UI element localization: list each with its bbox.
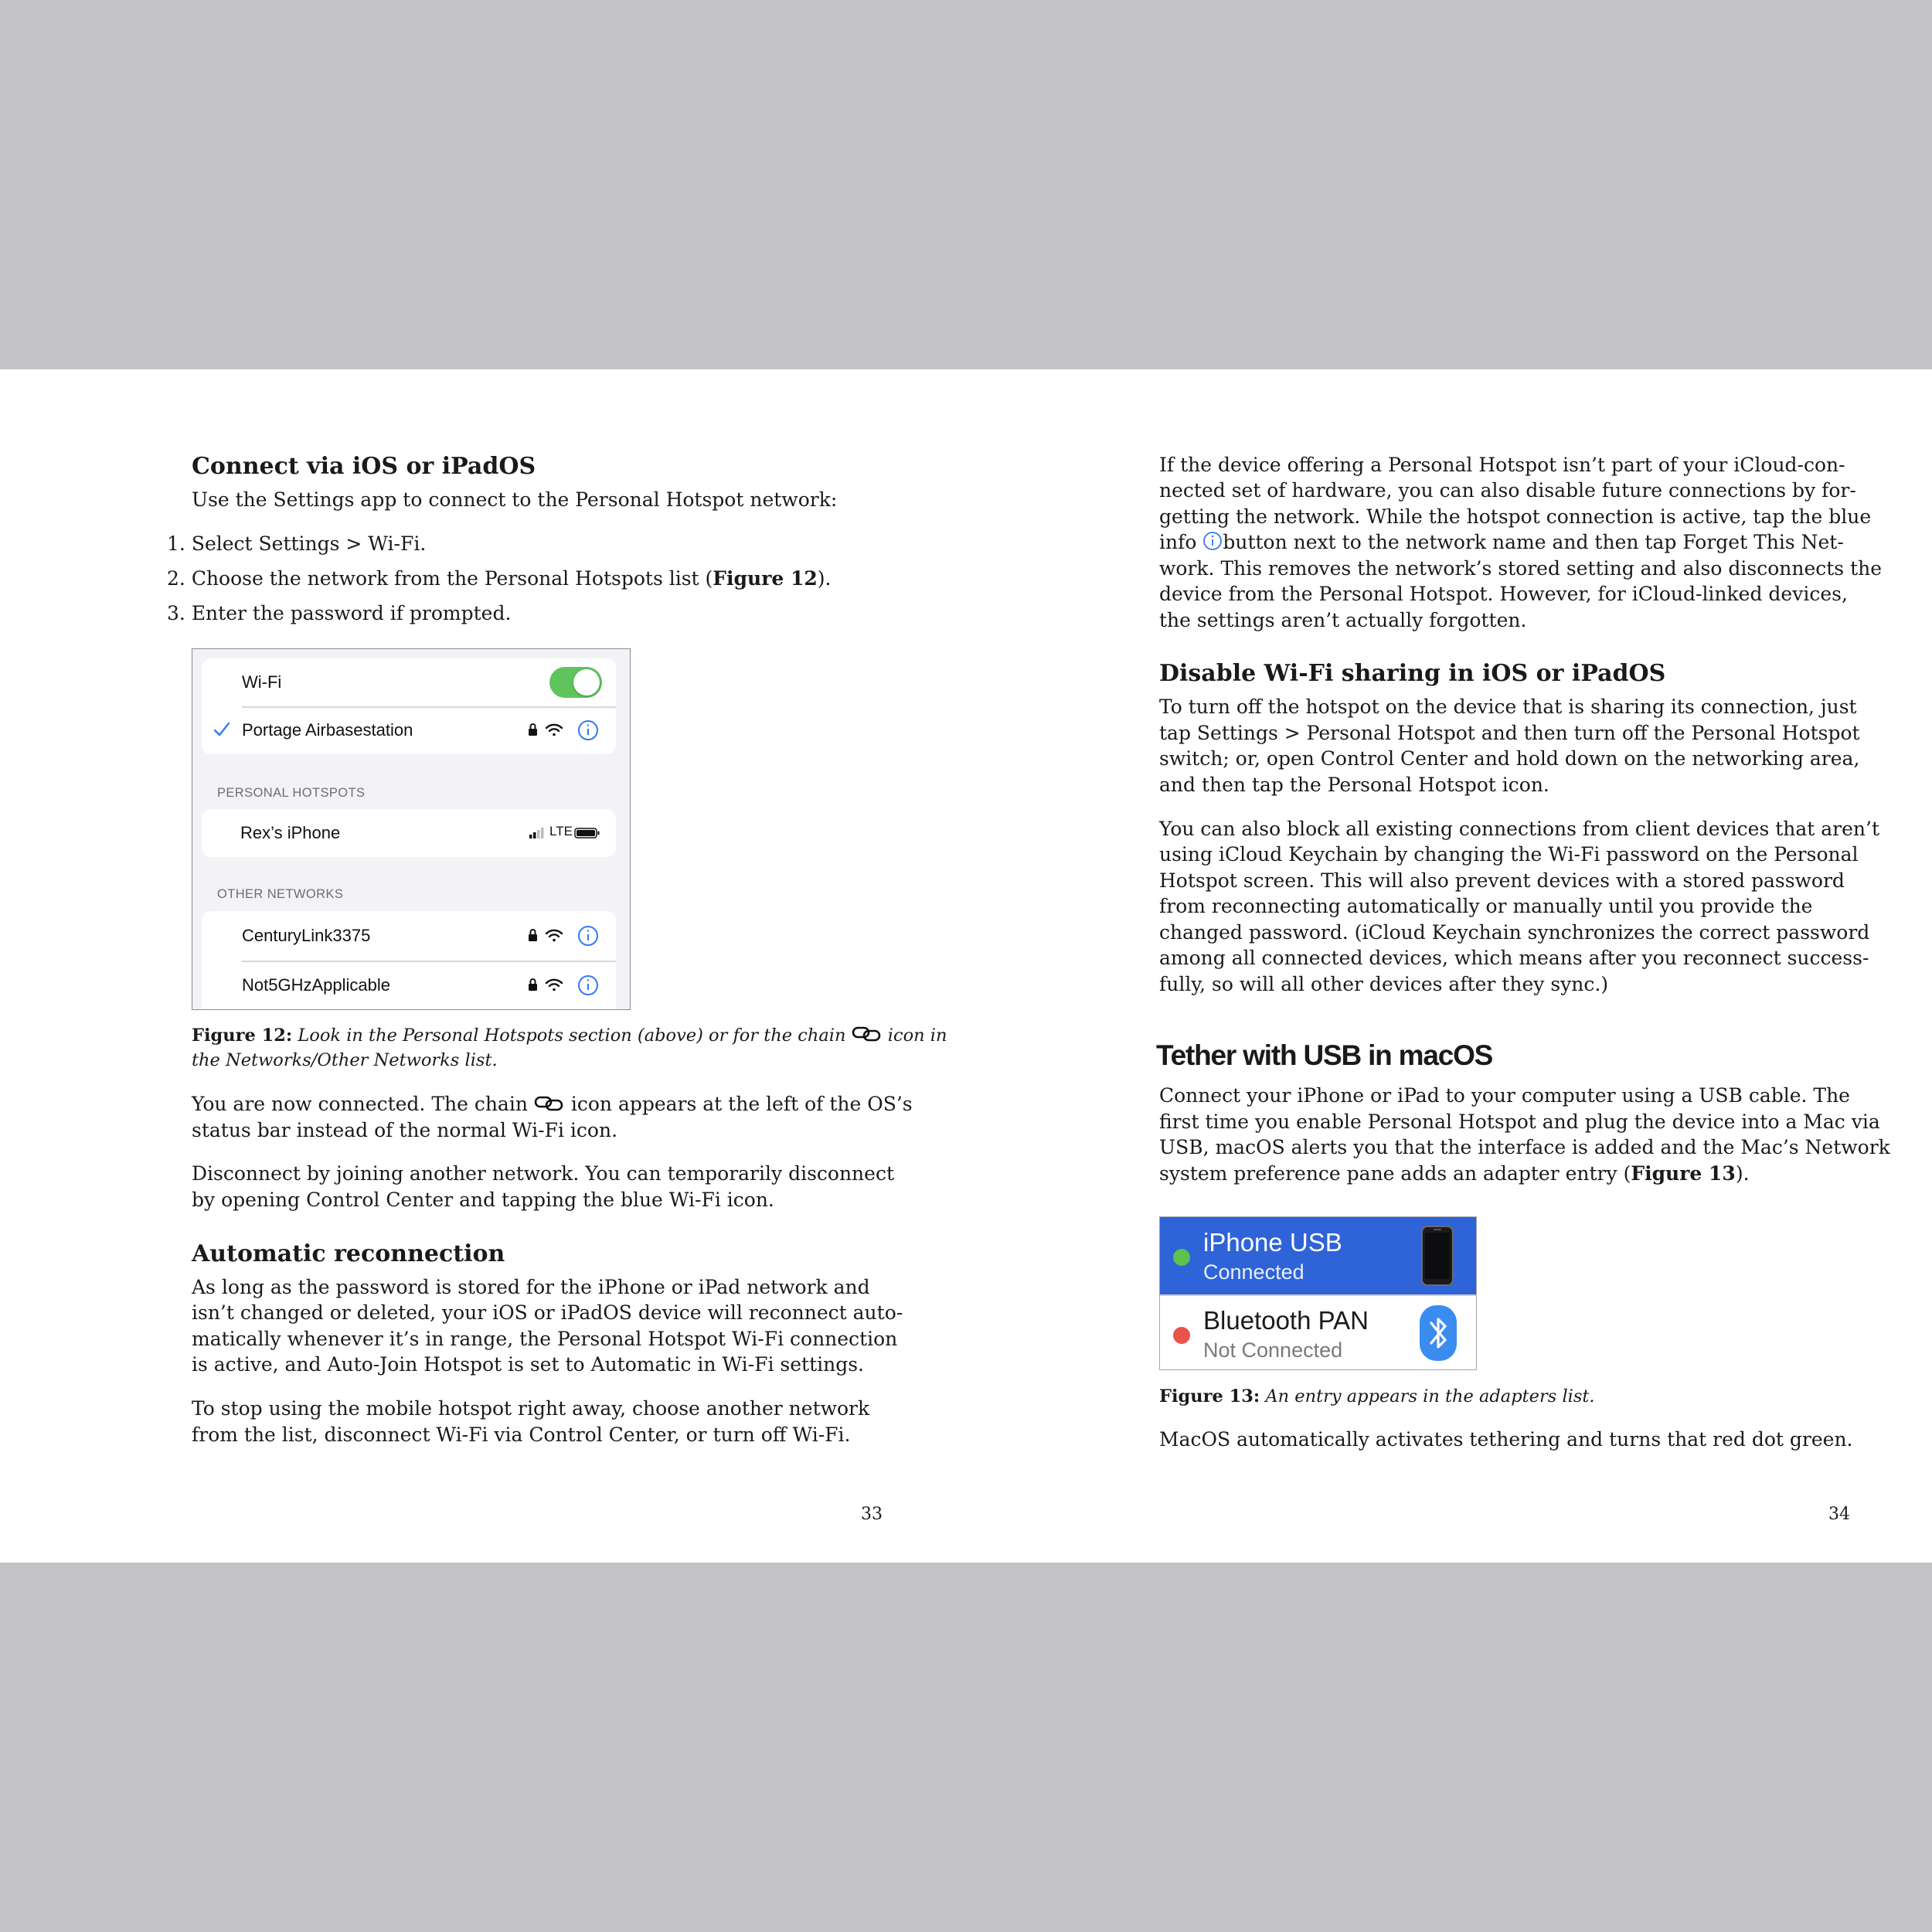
figure-ref[interactable]: Figure 13: [1631, 1162, 1736, 1185]
caption-label: Figure 12:: [192, 1026, 293, 1046]
body-line: getting the network. While the hotspot connection is active, tap the blue: [1159, 505, 1872, 528]
body-line: among all connected devices, which means after you reconnect success-: [1159, 947, 1869, 969]
body-line: device from the Personal Hotspot. However, for iCloud-linked devices,: [1159, 583, 1848, 605]
connected-network-name: Portage Airbasestation: [242, 720, 413, 740]
body-line: from the list, disconnect Wi-Fi via Control Center, or turn off Wi-Fi.: [192, 1423, 851, 1446]
page-number: 34: [1828, 1505, 1850, 1524]
network-name: Not5GHzApplicable: [242, 975, 390, 995]
step-number: 3.: [167, 602, 185, 624]
body-line: To stop using the mobile hotspot right away, choose another network: [192, 1397, 870, 1420]
body-line: isn’t changed or deleted, your iOS or iPadOS device will reconnect auto-: [192, 1301, 903, 1324]
step-text: Enter the password if prompted.: [191, 602, 512, 624]
step-1: [167, 531, 426, 557]
adapter-status: Connected: [1203, 1260, 1304, 1284]
adapter-item-iphone-usb[interactable]: [1160, 1217, 1476, 1294]
body-line: Connect your iPhone or iPad to your computer using a USB cable. The: [1159, 1084, 1850, 1107]
body-line: As long as the password is stored for the iPhone or iPad network and: [192, 1276, 870, 1298]
network-status-icons: [525, 924, 602, 947]
adapter-status: Not Connected: [1203, 1338, 1343, 1362]
network-row[interactable]: [202, 961, 616, 1010]
body-line: fully, so will all other devices after they sync.): [1159, 973, 1609, 995]
network-name: CenturyLink3375: [242, 926, 371, 945]
lock-icon: [529, 979, 537, 991]
section-heading-reconnection: Automatic reconnection: [192, 1240, 505, 1267]
info-icon: [579, 927, 597, 945]
body-line: To turn off the hotspot on the device that is sharing its connection, just: [1159, 696, 1857, 718]
page-number: 33: [861, 1505, 883, 1524]
caption-label: Figure 13:: [1159, 1386, 1260, 1406]
wifi-settings-figure: [192, 648, 631, 1010]
body-line: If the device offering a Personal Hotspot isn’t part of your iCloud-con-: [1159, 454, 1845, 476]
body-line: You can also block all existing connections from client devices that aren’t: [1159, 818, 1880, 840]
body-line: is active, and Auto-Join Hotspot is set to Automatic in Wi-Fi settings.: [192, 1353, 864, 1376]
adapter-item-bluetooth-pan[interactable]: [1160, 1295, 1476, 1370]
info-icon: [579, 721, 597, 740]
info-icon: [579, 976, 597, 995]
section-heading-disable: Disable Wi-Fi sharing in iOS or iPadOS: [1159, 660, 1666, 687]
step-text: Choose the network from the Personal Hotspots list (: [191, 567, 713, 590]
wifi-label: Wi-Fi: [242, 672, 282, 692]
lte-label: LTE: [549, 824, 573, 838]
step-3: [167, 600, 511, 627]
body-line: tap Settings > Personal Hotspot and then turn off the Personal Hotspot: [1159, 722, 1860, 744]
figure-ref[interactable]: Figure 12: [713, 567, 818, 590]
wifi-toggle[interactable]: [549, 667, 602, 698]
lock-icon: [529, 724, 537, 736]
lock-icon: [529, 930, 537, 941]
body-line: You are now connected. The chain icon appears at the left of the OS’s: [192, 1091, 913, 1120]
chain-link-icon: [534, 1094, 565, 1120]
body-line: system preference pane adds an adapter entry (Figure 13).: [1159, 1162, 1750, 1185]
body-line: by opening Control Center and tapping the blue Wi-Fi icon.: [192, 1189, 774, 1211]
wifi-signal-icon: [546, 930, 562, 942]
intro-text: Use the Settings app to connect to the Personal Hotspot network:: [192, 488, 838, 511]
other-networks-card: [202, 911, 616, 1010]
body-line: nected set of hardware, you can also disable future connections by for-: [1159, 479, 1856, 502]
body-line: from reconnecting automatically or manually until you provide the: [1159, 895, 1813, 917]
adapter-name: Bluetooth PAN: [1203, 1306, 1369, 1335]
body-line: info button next to the network name and then tap Forget This Net-: [1159, 529, 1844, 558]
hotspot-row[interactable]: [202, 809, 616, 857]
figure-12-caption-line2: the Networks/Other Networks list.: [192, 1050, 498, 1070]
network-row[interactable]: [202, 911, 616, 961]
wifi-card: [202, 658, 616, 754]
personal-hotspots-header: PERSONAL HOTSPOTS: [217, 786, 366, 800]
section-heading-connect: Connect via iOS or iPadOS: [192, 453, 536, 480]
body-line: using iCloud Keychain by changing the Wi-Fi password on the Personal: [1159, 843, 1859, 866]
body-line: Hotspot screen. This will also prevent devices with a stored password: [1159, 869, 1845, 892]
body-line: USB, macOS alerts you that the interface is added and the Mac’s Network: [1159, 1136, 1890, 1158]
chain-link-icon: [852, 1025, 883, 1050]
other-networks-header: OTHER NETWORKS: [217, 887, 344, 901]
adapter-name: iPhone USB: [1203, 1228, 1342, 1257]
chapter-heading-tether: Tether with USB in macOS: [1156, 1039, 1493, 1071]
wifi-toggle-row: [202, 658, 616, 706]
checkmark-icon: [213, 720, 231, 743]
step-number: 1.: [167, 532, 185, 555]
bluetooth-icon: [1419, 1304, 1458, 1366]
hotspot-name: Rex’s iPhone: [240, 823, 341, 842]
body-line: switch; or, open Control Center and hold down on the networking area,: [1159, 747, 1860, 770]
body-line: matically whenever it’s in range, the Personal Hotspot Wi-Fi connection: [192, 1328, 898, 1350]
status-dot-connected: [1173, 1249, 1190, 1266]
step-number: 2.: [167, 567, 185, 590]
wifi-signal-icon: [546, 980, 562, 992]
hotspot-status-icons: [528, 825, 602, 841]
body-line: first time you enable Personal Hotspot and plug the device into a Mac via: [1159, 1111, 1880, 1133]
body-line: status bar instead of the normal Wi-Fi icon.: [192, 1119, 618, 1141]
body-line: the settings aren’t actually forgotten.: [1159, 609, 1527, 631]
step-text: Select Settings > Wi-Fi.: [191, 532, 427, 555]
body-line: changed password. (iCloud Keychain synchronizes the correct password: [1159, 921, 1870, 944]
body-line: work. This removes the network’s stored setting and also disconnects the: [1159, 557, 1883, 580]
connected-network-row[interactable]: [202, 706, 616, 754]
body-line: and then tap the Personal Hotspot icon.: [1159, 774, 1549, 796]
body-line: Disconnect by joining another network. You can temporarily disconnect: [192, 1162, 894, 1185]
battery-icon: [574, 828, 600, 842]
network-status-icons: [525, 719, 602, 742]
status-dot-disconnected: [1173, 1327, 1190, 1344]
step-2: 2. Choose the network from the Personal Hotspots list (Figure 12).: [167, 567, 832, 590]
figure-12-caption: Figure 12: Look in the Personal Hotspots section (above) or for the chain icon in: [192, 1023, 947, 1050]
network-status-icons: [525, 974, 602, 997]
iphone-icon: [1420, 1225, 1454, 1291]
hotspot-card: [202, 809, 616, 857]
adapters-list-figure: [1159, 1216, 1477, 1370]
figure-13-caption: Figure 13: An entry appears in the adapters list.: [1159, 1386, 1595, 1406]
body-line: MacOS automatically activates tethering and turns that red dot green.: [1159, 1428, 1853, 1451]
info-icon: [1202, 531, 1223, 558]
wifi-signal-icon: [546, 725, 562, 736]
